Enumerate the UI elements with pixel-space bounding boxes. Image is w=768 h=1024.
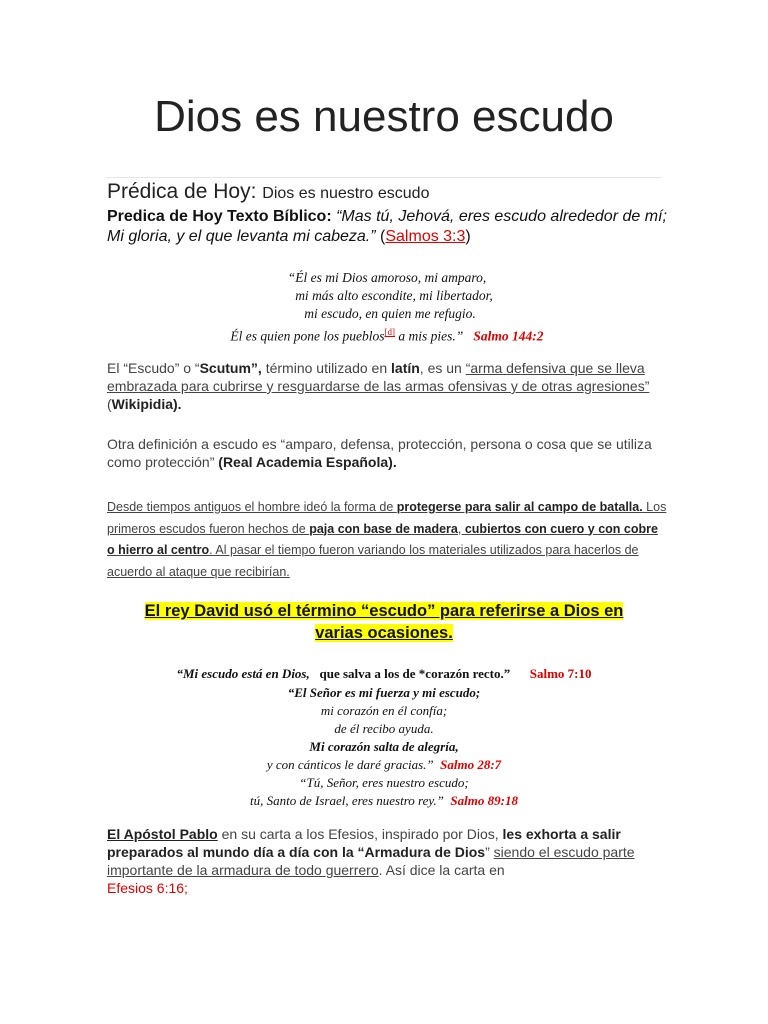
text: término utilizado en [261, 360, 392, 376]
verse-line [0, 756, 768, 774]
verse-line: “Él es mi Dios amoroso, mi amparo, [287, 270, 487, 285]
verse-line: Mi corazón salta de alegría, [309, 739, 459, 754]
divider [106, 177, 662, 178]
text: Otra definición a escudo es “amparo, defensa, protección, persona o cosa que se utiliza como protección” [107, 436, 652, 470]
source-text: (Real Academia Española). [218, 454, 397, 470]
paragraph-historia [107, 497, 667, 583]
definition-link[interactable]: “arma defensiva que se lleva embrazada para cubrirse y resguardarse de las armas ofensivas y de otras agresiones” [107, 360, 650, 394]
text: , es un [419, 360, 466, 376]
text: . Al pasar el tiempo fueron variando los materiales utilizados para hacerlos de acuerdo al ataque que recibirían. [107, 543, 639, 579]
text: tú, Santo de Israel, eres nuestro rey.” [250, 793, 444, 808]
text: que salva a los de *corazón recto.” [319, 666, 511, 681]
verse-line: Él es quien pone los pueblos [230, 328, 385, 344]
verse-line [0, 792, 768, 810]
text: y con cánticos le daré gracias.” [266, 757, 434, 772]
text: Los primeros escudos fueron hechos de [107, 500, 667, 536]
texto-biblico: Predica de Hoy Texto Bíblico: “Mas tú, Jehová, eres escudo alrededor de mí; Mi gloria, y el que levanta mi cabeza.” (Salmos 3:3) [107, 208, 667, 245]
predica-subtitle: Dios es nuestro escudo [262, 185, 430, 202]
text: protegerse para salir al campo de batalla. [396, 500, 643, 514]
verse-line [0, 665, 768, 683]
verse-ref: Salmo 28:7 [440, 757, 502, 772]
text: “Mi escudo está en Dios, [176, 666, 310, 681]
texto-quote: “Mas tú, Jehová, eres escudo alrededor de mí; Mi gloria, y el que levanta mi cabeza.” [107, 208, 667, 245]
predica-label: Prédica de Hoy: [107, 180, 257, 203]
paragraph-escudo [107, 359, 667, 413]
highlight-line: varias ocasiones. [315, 624, 453, 642]
text: les exhorta a salir preparados al mundo día a día con la “Armadura de Dios [107, 826, 621, 860]
highlighted-heading [0, 600, 768, 644]
paragraph-pablo [107, 825, 667, 897]
text: El “Escudo” o “ [107, 360, 200, 376]
footnote-link[interactable]: [d] [384, 327, 396, 337]
texto-ref-link[interactable]: Salmos 3:3 [385, 228, 466, 245]
verse-ref: Salmo 7:10 [529, 666, 592, 681]
text: cubiertos con cuero y con cobre o hierro al centro [107, 521, 658, 557]
text: , [457, 521, 465, 536]
text: siendo el escudo parte importante de la armadura de todo guerrero [107, 844, 635, 878]
predica-heading [107, 180, 429, 204]
verse-line: mi corazón en él confía; [320, 703, 448, 718]
texto-label: Predica de Hoy Texto Bíblico: [107, 208, 332, 225]
text: latín [391, 360, 420, 376]
text: . Así dice la carta en [378, 862, 505, 878]
text: ” [485, 844, 494, 860]
verse-line: “El Señor es mi fuerza y mi escudo; [287, 685, 481, 700]
source-text: Wikipidia). [111, 396, 182, 412]
text: en su carta a los Efesios, inspirado por Dios, [217, 826, 503, 842]
verse-line: “Tú, Señor, eres nuestro escudo; [299, 775, 469, 790]
verse-line-tail: a mis pies.” [395, 328, 464, 344]
paragraph-definicion [107, 435, 667, 471]
text: ( [107, 396, 112, 412]
text: El Apóstol Pablo [107, 826, 218, 842]
verse-ref: Efesios 6:16; [107, 880, 188, 896]
highlight-line: El rey David usó el término “escudo” para referirse a Dios en [144, 602, 624, 620]
verse-block-1 [107, 269, 667, 346]
verse-line: mi escudo, en quien me refugio. [304, 306, 476, 321]
verse-line: de él recibo ayuda. [334, 721, 434, 736]
text: Desde tiempos antiguos el hombre ideó la forma de [107, 500, 397, 514]
text: paja con base de madera [309, 521, 458, 536]
verse-ref: Salmo 144:2 [473, 328, 544, 344]
page-title: Dios es nuestro escudo [154, 92, 614, 141]
verse-line: mi más alto escondite, mi libertador, [295, 288, 493, 303]
text: Scutum”, [199, 360, 262, 376]
verse-line-last [107, 323, 667, 346]
verse-ref: Salmo 89:18 [450, 793, 518, 808]
